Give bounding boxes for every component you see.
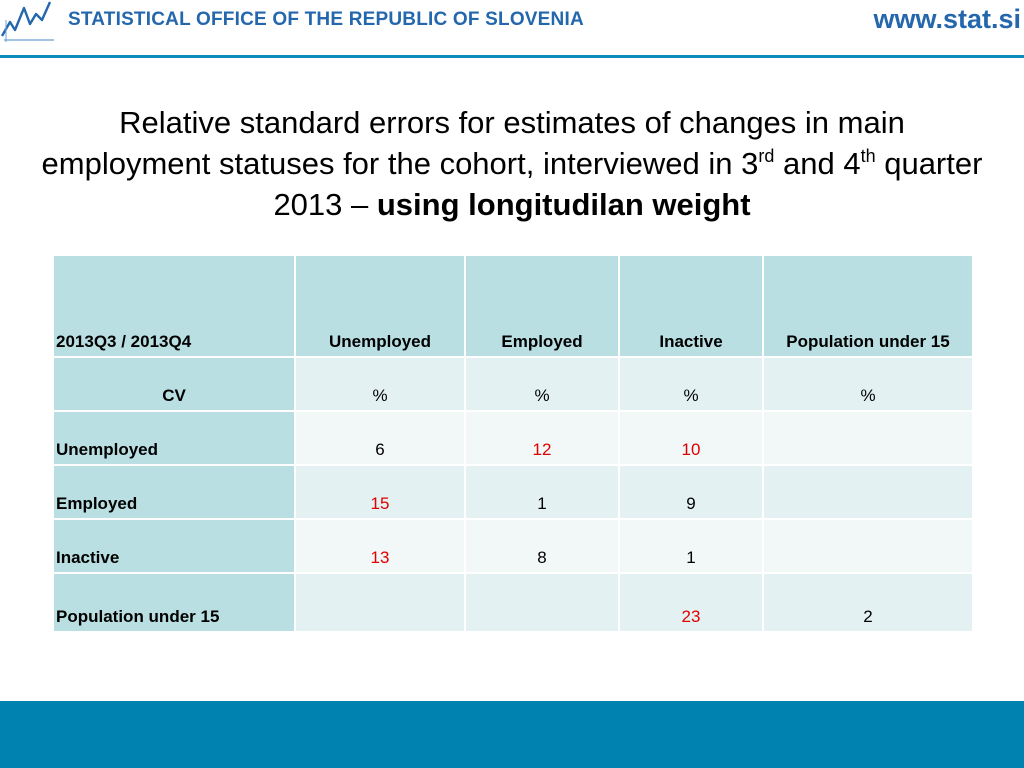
table-row <box>53 519 973 573</box>
sors-logo-icon <box>0 0 56 44</box>
unit-cell: % <box>465 357 619 411</box>
unit-cell: % <box>295 357 465 411</box>
value-cell: 8 <box>465 519 619 573</box>
title-text-part2: and 4 <box>774 146 861 181</box>
row-label: Inactive <box>53 519 295 573</box>
value-cell: 9 <box>619 465 763 519</box>
value-cell: 23 <box>619 573 763 632</box>
row-label: Employed <box>53 465 295 519</box>
table-row <box>53 465 973 519</box>
table-row <box>53 411 973 465</box>
slide-title <box>40 102 984 225</box>
footer-band <box>0 701 1024 768</box>
unit-row <box>53 357 973 411</box>
column-header: Unemployed <box>295 255 465 357</box>
value-cell <box>465 573 619 632</box>
title-superscript-rd: rd <box>758 146 775 166</box>
row-label: Population under 15 <box>53 573 295 632</box>
value-cell: 15 <box>295 465 465 519</box>
column-header: Population under 15 <box>763 255 973 357</box>
value-cell: 12 <box>465 411 619 465</box>
title-text-part1: Relative standard errors for estimates of changes in main employment statuses for the cohort, interviewed in 3 <box>41 105 905 181</box>
value-cell: 13 <box>295 519 465 573</box>
row-label: Unemployed <box>53 411 295 465</box>
corner-header: 2013Q3 / 2013Q4 <box>53 255 295 357</box>
website-url[interactable]: www.stat.si <box>873 4 1021 34</box>
column-header: Employed <box>465 255 619 357</box>
title-text-part3: quarter 2013 – <box>273 146 983 222</box>
unit-cell: % <box>763 357 973 411</box>
table-row <box>53 573 973 632</box>
title-superscript-th: th <box>860 146 876 166</box>
cv-table <box>52 254 974 633</box>
value-cell: 1 <box>619 519 763 573</box>
value-cell <box>763 519 973 573</box>
unit-cell: % <box>619 357 763 411</box>
unit-row-label: CV <box>53 357 295 411</box>
value-cell: 6 <box>295 411 465 465</box>
value-cell <box>763 465 973 519</box>
value-cell: 2 <box>763 573 973 632</box>
column-header: Inactive <box>619 255 763 357</box>
value-cell <box>763 411 973 465</box>
organization-name: STATISTICAL OFFICE OF THE REPUBLIC OF SLOVENIA <box>68 9 584 30</box>
value-cell: 10 <box>619 411 763 465</box>
header-divider <box>0 55 1024 58</box>
slide-header <box>0 0 1024 58</box>
value-cell <box>295 573 465 632</box>
title-emphasis: using longitudilan weight <box>376 187 751 222</box>
value-cell: 1 <box>465 465 619 519</box>
